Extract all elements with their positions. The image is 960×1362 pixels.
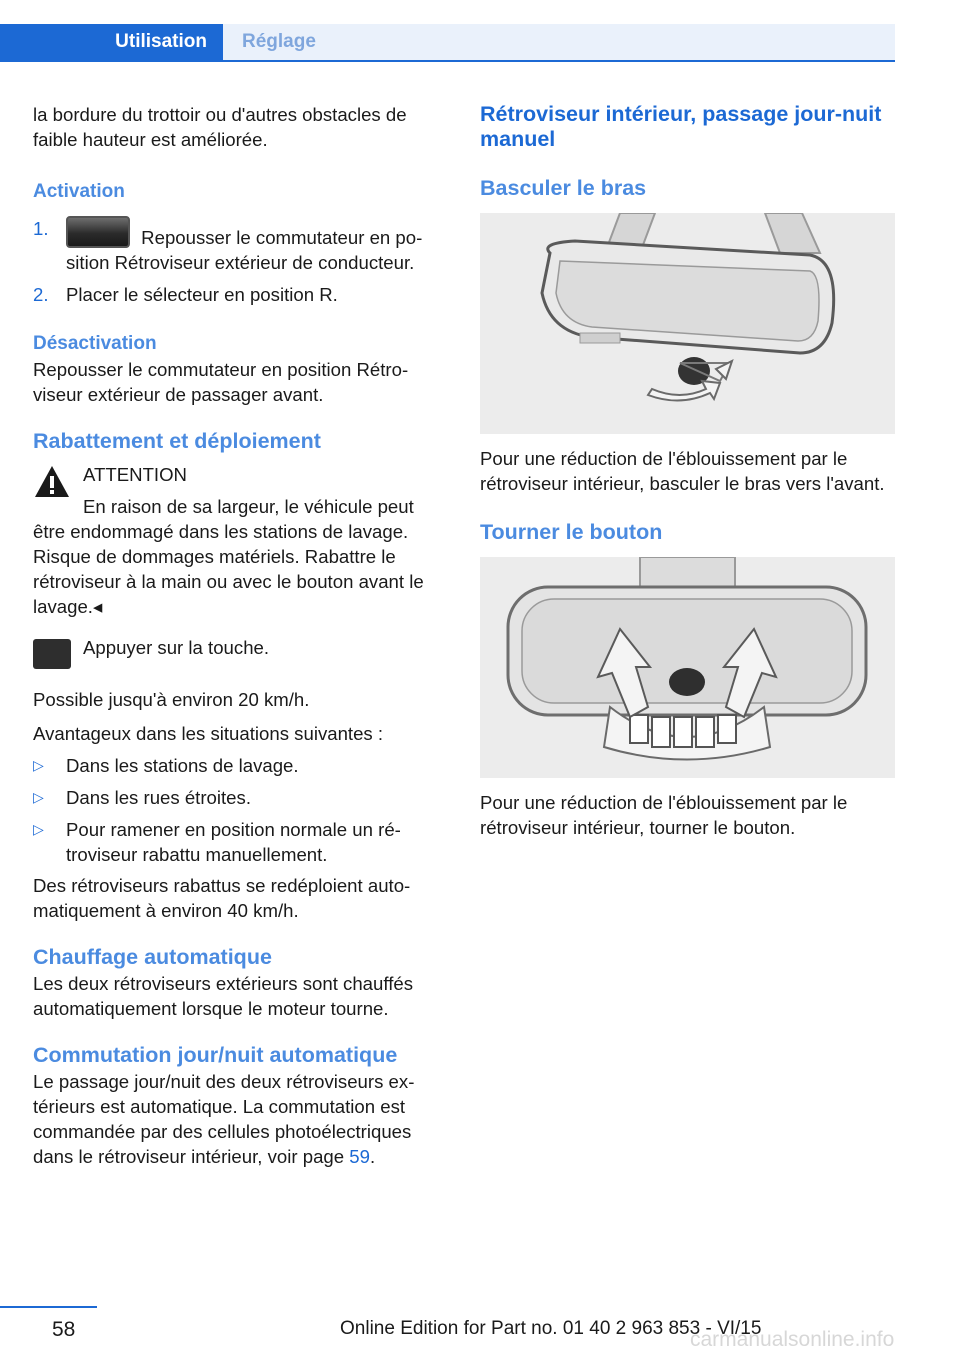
tab-reglage[interactable]: Réglage (223, 24, 895, 60)
knob-heading: Tourner le bouton (480, 520, 663, 544)
bullet-text: Dans les rues étroites. (66, 787, 251, 808)
list-item (33, 753, 448, 778)
knob-illustration (480, 557, 895, 778)
lever-heading: Basculer le bras (480, 176, 647, 200)
key-instruction-text: Appuyer sur la touche. (83, 637, 270, 658)
knob-text: Pour une réduction de l'éblouissement par le rétroviseur intérieur, tourner le bouton. (480, 792, 848, 838)
watermark: carmanualsonline.info (690, 1328, 895, 1351)
list-item (33, 216, 448, 275)
list-item (33, 817, 448, 867)
triangle-bullet-icon: ▷ (33, 757, 44, 773)
step-text: Placer le sélecteur en position R. (66, 284, 338, 305)
fold-mirror-key-icon (33, 639, 71, 669)
advantage-list (33, 753, 448, 867)
activation-heading: Activation (33, 181, 125, 202)
mirror-heading: Rétroviseur intérieur, passage jour-nuit manuel (480, 102, 882, 151)
attention-text: En raison de sa largeur, le véhicule peut être endommagé dans les stations de lavage. Risque de dommages matériels. Rabattre le rétroviseur à la main ou avec le bouton avant le lavage.◂ (33, 496, 424, 617)
page-link[interactable]: 59 (349, 1146, 370, 1167)
heating-heading: Chauffage automatique (33, 945, 272, 969)
attention-title: ATTENTION (83, 464, 187, 485)
triangle-bullet-icon: ▷ (33, 789, 44, 805)
daynight-end: . (369, 1146, 376, 1167)
list-item (33, 785, 448, 810)
daynight-body: Le passage jour/nuit des deux rétroviseurs extérieurs est automatique. La commutation est commandée par des cellules photoélectriques dans le rétroviseur intérieur, voir page (33, 1071, 415, 1167)
tab-utilisation[interactable]: Utilisation (0, 24, 223, 60)
page-number: 58 (52, 1318, 76, 1341)
step-text: Repousser le commutateur en position Rétroviseur extérieur de conducteur. (66, 227, 423, 273)
triangle-bullet-icon: ▷ (33, 821, 44, 837)
daynight-text (33, 1069, 448, 1169)
lever-illustration (480, 213, 895, 434)
rear-mirror-knob-illustration (480, 557, 895, 778)
mirror-switch-icon (66, 216, 130, 248)
lever-text: Pour une réduction de l'éblouissement par le rétroviseur intérieur, basculer le bras vers l'avant. (480, 448, 885, 494)
daynight-heading: Commutation jour/nuit automatique (33, 1043, 398, 1067)
section-tabs (0, 24, 895, 62)
step-number: 1. (33, 218, 49, 239)
key-instruction (33, 635, 448, 673)
edition-text: Online Edition for Part no. 01 40 2 963 853 - VI/15 (340, 1318, 762, 1339)
redeploy-text: Des rétroviseurs rabattus se redéploient automatiquement à environ 40 km/h. (33, 875, 411, 921)
advantage-text: Avantageux dans les situations suivantes : (33, 723, 384, 744)
left-column (33, 102, 448, 1169)
right-column (480, 102, 895, 840)
deactivation-paragraph: Repousser le commutateur en position Rétroviseur extérieur de passager avant. (33, 359, 409, 405)
header-rule (0, 60, 895, 62)
attention-note (33, 462, 448, 487)
bullet-text: Dans les stations de lavage. (66, 755, 299, 776)
footer-rule (0, 1306, 97, 1308)
rear-mirror-lever-illustration (480, 213, 895, 434)
heating-text: Les deux rétroviseurs extérieurs sont chauffés automatiquement lorsque le moteur tourne. (33, 973, 413, 1019)
deactivation-heading: Désactivation (33, 333, 157, 354)
step-number: 2. (33, 284, 49, 305)
list-item (33, 282, 448, 307)
speed-limit-text: Possible jusqu'à environ 20 km/h. (33, 689, 310, 710)
bullet-text: Pour ramener en position normale un rétroviseur rabattu manuellement. (66, 819, 401, 865)
folding-heading: Rabattement et déploiement (33, 429, 321, 453)
activation-steps (33, 216, 448, 307)
intro-paragraph: la bordure du trottoir ou d'autres obstacles de faible hauteur est améliorée. (33, 104, 407, 150)
warning-icon (33, 464, 71, 500)
